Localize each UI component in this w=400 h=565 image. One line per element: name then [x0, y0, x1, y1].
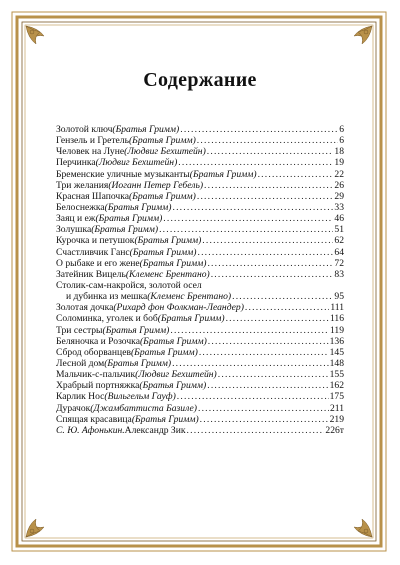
- toc-entry: [56, 247, 344, 258]
- leader-dots: [197, 191, 334, 202]
- toc-entry-title: Белоснежка: [56, 201, 105, 213]
- toc-entry-title: Затейник Вицель: [56, 268, 126, 280]
- toc-entry-author: (Людвиг Бехштейн): [124, 146, 206, 158]
- toc-entry: [56, 302, 344, 313]
- leader-dots: [178, 157, 333, 168]
- toc-entry-author: (Братья Гримм): [130, 346, 198, 358]
- toc-entry-title: Три сестры: [56, 324, 103, 336]
- toc-entry: [56, 135, 344, 146]
- toc-entry-page: 136: [329, 335, 344, 347]
- toc-entry: [56, 313, 344, 324]
- toc-entry-page: 64: [334, 246, 344, 258]
- toc-entry-credits: [56, 425, 344, 436]
- toc-entry-author: (Братья Гримм): [134, 235, 202, 247]
- leader-dots: [258, 169, 334, 180]
- leader-dots: [180, 124, 338, 135]
- toc-entry-author: (Братья Гримм): [104, 357, 172, 369]
- toc-entry-page: 6: [339, 135, 344, 147]
- toc-entry-author: (Клеменс Брентано): [147, 291, 232, 303]
- leader-dots: [177, 391, 329, 402]
- toc-entry: [56, 336, 344, 347]
- toc-entry-page: 226т: [325, 424, 344, 436]
- leader-dots: [207, 258, 333, 269]
- toc-entry-page: 33: [334, 201, 344, 213]
- toc-entry-multiline: [56, 280, 344, 302]
- toc-entry-page: 145: [329, 346, 344, 358]
- toc-entry: [56, 224, 344, 235]
- toc-entry-title: Заяц и еж: [56, 213, 96, 225]
- toc-entry-page: 175: [329, 391, 344, 403]
- leader-dots: [200, 414, 329, 425]
- toc-entry-page: 219: [329, 413, 344, 425]
- toc-entry-page: 83: [334, 268, 344, 280]
- leader-dots: [159, 224, 333, 235]
- leader-dots: [208, 336, 329, 347]
- leader-dots: [199, 347, 329, 358]
- toc-entry-author: (Братья Гримм): [157, 313, 225, 325]
- toc-entry: [56, 258, 344, 269]
- leader-dots: [245, 302, 329, 313]
- toc-entry-title: Золотой ключ: [56, 124, 113, 135]
- toc-entry-title: Золушка: [56, 224, 92, 236]
- toc-entry-title: Столик-сам-накройся, золотой осел: [56, 279, 202, 291]
- toc-entry-author: (Братья Гримм): [95, 213, 163, 225]
- leader-dots: [172, 202, 333, 213]
- leader-dots: [211, 269, 334, 280]
- toc-entry-title: Курочка и петушок: [56, 235, 135, 247]
- toc-entry-page: 95: [334, 291, 344, 303]
- toc-entry-author: (Братья Гримм): [112, 124, 180, 135]
- toc-entry: [56, 369, 344, 380]
- toc-entry: [56, 380, 344, 391]
- toc-entry-page: 148: [329, 357, 344, 369]
- toc-entry-title: Золотая дочка: [56, 302, 114, 314]
- toc-entry-author: (Людвиг Бехштейн): [135, 369, 217, 381]
- toc-entry-page: 18: [334, 146, 344, 158]
- toc-entry-page: 111: [330, 302, 344, 314]
- toc-entry-author: (Братья Гримм): [128, 135, 196, 147]
- toc-entry-author: (Братья Гримм): [91, 224, 159, 236]
- toc-entry-title: Спящая красавица: [56, 413, 132, 425]
- toc-entry: [56, 403, 344, 414]
- toc-entry: [56, 325, 344, 336]
- leader-dots: [207, 380, 328, 391]
- corner-ornament-br: [354, 519, 372, 537]
- toc-entry-title: Сброд оборванцев: [56, 346, 131, 358]
- leader-dots: [226, 313, 329, 324]
- toc-entry-title: Перчинка: [56, 157, 96, 169]
- toc-entry-title: Храбрый портняжка: [56, 380, 140, 392]
- credits-author: С. Ю. Афонькин.: [56, 424, 125, 436]
- toc-entry: [56, 414, 344, 425]
- toc-entry: [56, 391, 344, 402]
- toc-entry: [56, 157, 344, 168]
- leader-dots: [197, 135, 338, 146]
- toc-entry-title: Беляночка и Розочка: [56, 335, 140, 347]
- leader-dots: [232, 291, 333, 302]
- toc-entry: [56, 235, 344, 246]
- toc-entry-author: (Братья Гримм): [139, 380, 207, 392]
- toc-entry-author: (Братья Гримм): [139, 257, 207, 269]
- toc-entry-page: 46: [334, 213, 344, 225]
- leader-dots: [218, 369, 329, 380]
- corner-ornament-bl: [26, 519, 44, 537]
- toc-entry-author: (Братья Гримм): [129, 190, 196, 202]
- toc-entry-author: (Вильгельм Гауф): [104, 391, 176, 403]
- toc-entry-line2: [56, 291, 344, 302]
- toc-entry: [56, 191, 344, 202]
- toc-entry-page: 119: [329, 324, 344, 336]
- toc-entry-title: Соломинка, уголек и боб: [56, 313, 158, 325]
- toc-entry-author: (Братья Гримм): [131, 413, 199, 425]
- toc-entry-page: 29: [334, 190, 344, 202]
- leader-dots: [170, 325, 329, 336]
- page-title: Содержание: [143, 69, 257, 91]
- toc-entry: [56, 202, 344, 213]
- toc-entry-page: 162: [329, 380, 344, 392]
- credits-illustrator: Александр Зик: [124, 424, 186, 436]
- toc-entry-title: Лесной дом: [56, 357, 105, 369]
- toc-entry: [56, 169, 344, 180]
- toc-entry-page: 72: [334, 257, 344, 269]
- toc-entry-page: 62: [334, 235, 344, 247]
- toc-entry-line1: [56, 280, 344, 291]
- toc-entry-page: 6: [339, 124, 344, 135]
- toc-entry-author: (Рихард фон Фолкман-Леандер): [113, 302, 244, 314]
- leader-dots: [187, 425, 325, 436]
- toc-entry-author: (Братья Гримм): [102, 324, 170, 336]
- toc-list: [56, 124, 344, 436]
- toc-content: [56, 60, 344, 436]
- leader-dots: [207, 146, 334, 157]
- toc-entry: [56, 124, 344, 135]
- toc-entry-page: 116: [329, 313, 344, 325]
- toc-entry-title: О рыбаке и его жене: [56, 257, 140, 269]
- toc-entry: [56, 269, 344, 280]
- toc-entry-author: (Джамбаттиста Базиле): [90, 402, 197, 414]
- toc-entry-title: Бременские уличные музыканты: [56, 168, 190, 180]
- toc-entry-page: 155: [329, 369, 344, 381]
- toc-entry: [56, 213, 344, 224]
- leader-dots: [202, 235, 333, 246]
- toc-entry-title: Красная Шапочка: [56, 190, 130, 202]
- leader-dots: [204, 180, 333, 191]
- corner-ornament-tr: [354, 26, 372, 44]
- toc-entry-title: и дубинка из мешка: [66, 291, 148, 303]
- toc-entry-title: Три желания: [56, 179, 109, 191]
- toc-entry-author: (Иоганн Петер Гебель): [108, 179, 204, 191]
- leader-dots: [197, 247, 333, 258]
- toc-entry: [56, 180, 344, 191]
- toc-entry-title: Дурачок: [56, 402, 91, 414]
- toc-entry: [56, 347, 344, 358]
- toc-entry-author: (Людвиг Бехштейн): [95, 157, 178, 169]
- leader-dots: [172, 358, 329, 369]
- toc-entry: [56, 146, 344, 157]
- leader-dots: [163, 213, 333, 224]
- toc-entry-author: (Братья Гримм): [189, 168, 257, 180]
- toc-entry-author: (Братья Гримм): [104, 201, 172, 213]
- toc-entry-page: 22: [334, 168, 344, 180]
- toc-entry-title: Счастливчик Ганс: [56, 246, 130, 258]
- toc-entry-page: 26: [334, 179, 344, 191]
- toc-entry-page: 211: [329, 402, 344, 414]
- toc-entry-title: Мальчик-с-пальчик: [56, 369, 136, 381]
- toc-entry-author: (Братья Гримм): [139, 335, 207, 347]
- toc-entry: [56, 358, 344, 369]
- toc-entry-title: Гензель и Гретель: [56, 135, 129, 147]
- toc-entry-author: (Братья Гримм): [129, 246, 197, 258]
- toc-entry-author: (Клеменс Брентано): [125, 268, 210, 280]
- toc-entry-title: Карлик Нос: [56, 391, 105, 403]
- corner-ornament-tl: [26, 26, 44, 44]
- toc-entry-page: 51: [334, 224, 344, 236]
- toc-entry-title: Человек на Луне: [56, 146, 125, 158]
- leader-dots: [198, 403, 329, 414]
- toc-entry-page: 19: [334, 157, 344, 169]
